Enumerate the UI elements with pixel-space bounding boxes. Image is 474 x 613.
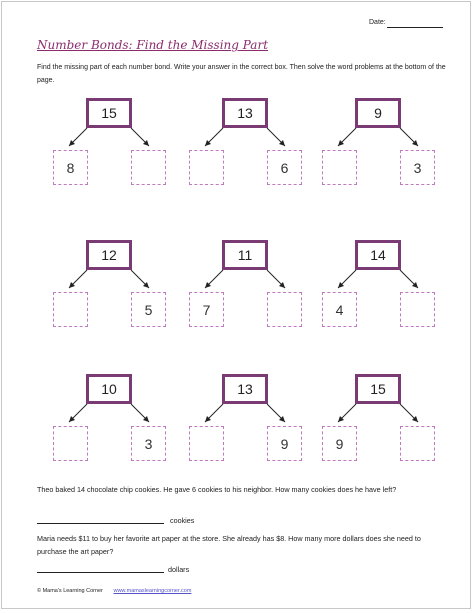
bond-part-right: 5 (131, 292, 166, 327)
bond-part-left-answer[interactable] (189, 426, 224, 461)
bond-part-right-answer[interactable] (400, 292, 435, 327)
bond-whole: 9 (355, 98, 401, 128)
bond-part-right: 3 (400, 150, 435, 185)
bond-part-right: 9 (267, 426, 302, 461)
number-bond-1 (53, 98, 183, 198)
date-answer-line[interactable] (387, 27, 443, 28)
bond-part-left: 4 (322, 292, 357, 327)
bond-whole: 15 (86, 98, 132, 128)
worksheet-title: Number Bonds: Find the Missing Part (37, 38, 269, 52)
bond-whole: 11 (222, 240, 268, 270)
bond-part-right: 6 (267, 150, 302, 185)
bond-part-left-answer[interactable] (53, 292, 88, 327)
number-bond-6 (322, 240, 452, 340)
bond-part-left: 9 (322, 426, 357, 461)
instructions-text: Find the missing part of each number bond. Write your answer in the correct box. Then solve the word problems at the bottom of the page. (37, 64, 446, 84)
bond-part-left: 7 (189, 292, 224, 327)
footer-website-link[interactable]: www.mamaslearningcorner.com (113, 588, 192, 594)
bond-whole: 13 (222, 98, 268, 128)
bond-part-right-answer[interactable] (131, 150, 166, 185)
number-bond-9 (322, 374, 452, 474)
bond-whole: 14 (355, 240, 401, 270)
worksheet-page (1, 1, 471, 609)
number-bond-4 (53, 240, 183, 340)
bond-part-left-answer[interactable] (322, 150, 357, 185)
bond-whole: 12 (86, 240, 132, 270)
bond-part-right: 3 (131, 426, 166, 461)
word-problem-2-unit: dollars (168, 565, 190, 574)
bond-whole: 15 (355, 374, 401, 404)
bond-part-right-answer[interactable] (267, 292, 302, 327)
number-bond-5 (189, 240, 319, 340)
footer-copyright: © Mama's Learning Corner (37, 588, 103, 594)
bond-whole: 13 (222, 374, 268, 404)
word-problem-2-answer-line[interactable] (37, 572, 164, 573)
bond-part-left: 8 (53, 150, 88, 185)
word-problem-2: Maria needs $11 to buy her favorite art paper at the store. She already has $8. How many more dollars does she need to purchase the art paper? (37, 534, 421, 556)
word-problem-1: Theo baked 14 chocolate chip cookies. He gave 6 cookies to his neighbor. How many cookies does he have left? (37, 485, 397, 494)
footer (37, 588, 191, 594)
date-label: Date: (369, 19, 386, 26)
bond-part-right-answer[interactable] (400, 426, 435, 461)
bond-part-left-answer[interactable] (53, 426, 88, 461)
number-bond-8 (189, 374, 319, 474)
bond-part-left-answer[interactable] (189, 150, 224, 185)
number-bond-7 (53, 374, 183, 474)
word-problem-1-answer-line[interactable] (37, 523, 164, 524)
bond-whole: 10 (86, 374, 132, 404)
word-problem-1-unit: cookies (170, 516, 195, 525)
number-bond-2 (189, 98, 319, 198)
number-bond-3 (322, 98, 452, 198)
